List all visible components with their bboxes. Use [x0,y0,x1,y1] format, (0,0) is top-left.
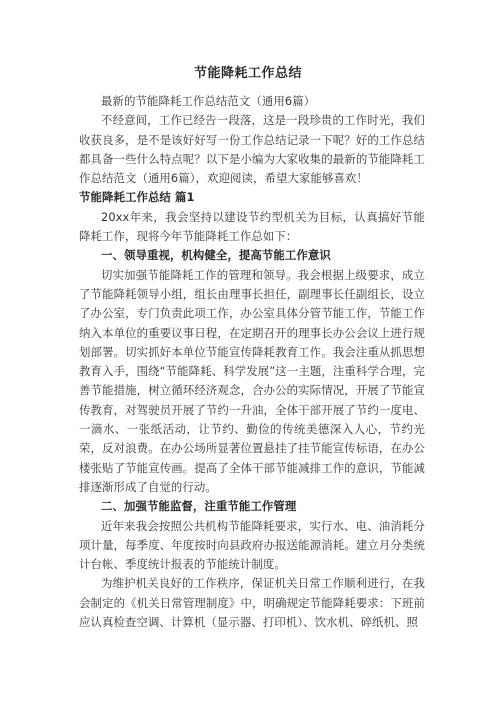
paragraph-leadership: 切实加强节能降耗工作的管理和领导。我会根据上级要求，成立了节能降耗领导小组，组长由理事长担任，副理事长任副组长，设立了办公室，专门负责此项工作，办公室具体分管节能工作，节能工作纳入本单位的重要议事日程，在定期召开的理事长办公会议上进行规划部署。切实抓好本单位节能宣传降耗教育工作。我会注重从抓思想教育入手，围绕“节能降耗、科学发展”这一主题，注重科学合理，完善节能措施，树立循环经济观念，合办公的实际情况，开展了节能宣传教育，对驾驶员开展了节约一升油，全体干部开展了节约一度电、一滴水、一张纸活动，让节约、勤俭的传统美德深入人心，节约光荣，反对浪费。在办公场所显著位置悬挂了挂节能宣传标语，在办公楼张贴了节能宣传画。提高了全体干部节能减排工作的意识，节能减排逐渐形成了自觉的行动。 [79,267,425,494]
section-heading-article-1: 节能降耗工作总结 篇1 [79,190,195,205]
paragraph-overview: 20xx年来，我会坚持以建设节约型机关为目标，认真搞好节能降耗工作，现将今年节能降耗工作总如下： [79,209,425,244]
paragraph-subtitle: 最新的节能降耗工作总结范文（通用6篇） [101,94,316,108]
paragraph-rules: 为维护机关良好的工作秩序，保证机关日常工作顺利进行，在我会制定的《机关日常管理制度》中，明确规定节能降耗要求：下班前应认真检查空调、计算机（显示器、打印机）、饮水机、碎纸机、照 [79,576,425,630]
document-title: 节能降耗工作总结 [193,66,302,81]
document-body [79,92,425,632]
paragraph-intro: 不经意间，工作已经告一段落，这是一段珍贵的工作时光，我们收获良多，是不是该好好写一份工作总结记录一下呢？好的工作总结都具备一些什么特点呢？以下是小编为大家收集的最新的节能降耗工作总结范文（通用6篇），欢迎阅读，希望大家能够喜欢！ [79,113,425,186]
section-heading-1: 一、领导重视，机构健全，提高节能工作意识 [101,248,331,263]
section-heading-2: 二、加强节能监督，注重节能工作管理 [101,499,297,514]
paragraph-metering: 近年来我会按照公共机构节能降耗要求，实行水、电、油消耗分项计量，每季度、年度按时向县政府办报送能源消耗。建立月分类统计台帐、季度统计报表的节能统计制度。 [79,518,425,572]
